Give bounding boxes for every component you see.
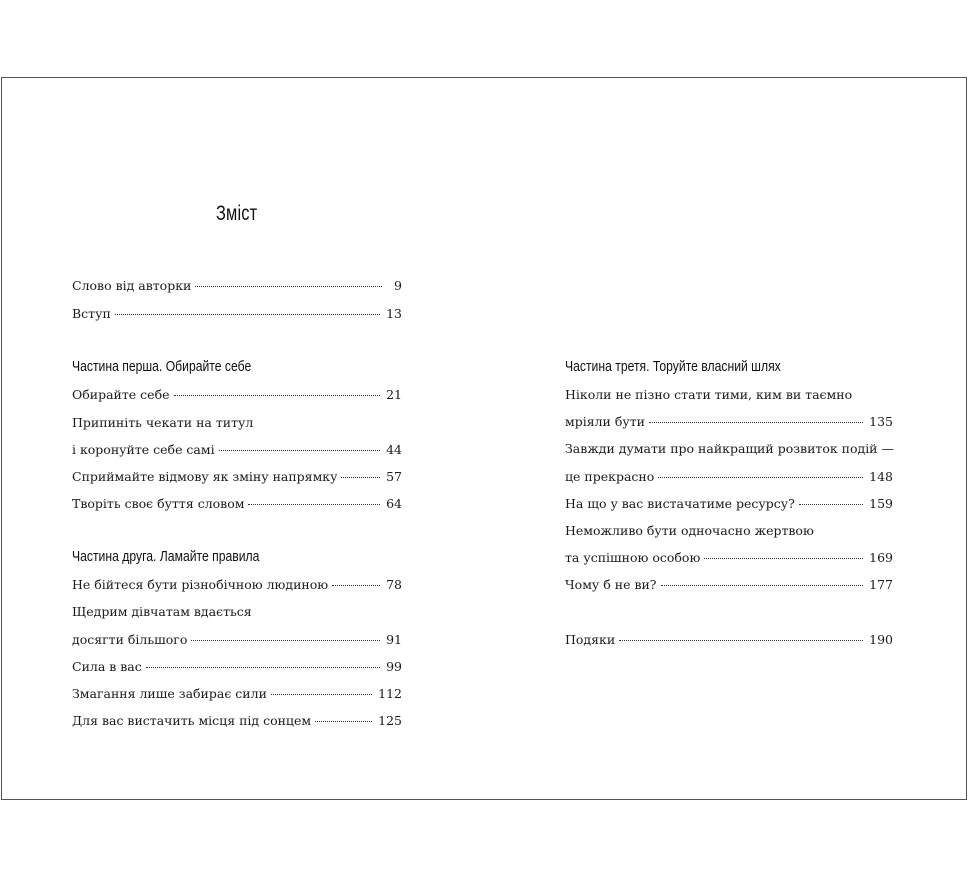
toc-entry[interactable] <box>72 469 402 489</box>
toc-entry-page: 21 <box>386 387 402 402</box>
toc-entry-title: Обирайте себе <box>72 387 170 402</box>
toc-entry[interactable] <box>72 713 402 733</box>
dot-leader <box>341 476 380 478</box>
dot-leader <box>661 584 864 586</box>
dot-leader <box>271 693 372 695</box>
toc-entry-page: 99 <box>386 659 402 674</box>
toc-entry-title-line1[interactable]: Щедрим дівчатам вдається <box>72 604 252 619</box>
toc-entry-page: 44 <box>386 442 402 457</box>
toc-entry-thanks[interactable] <box>565 632 893 652</box>
toc-entry-title: мріяли бути <box>565 414 645 429</box>
toc-entry-page: 125 <box>378 713 402 728</box>
toc-entry[interactable] <box>72 632 402 652</box>
toc-entry[interactable] <box>565 469 893 489</box>
dot-leader <box>195 285 382 287</box>
toc-entry-title: Не бійтеся бути різнобічною людиною <box>72 577 329 592</box>
toc-entry-title: Творіть своє буття словом <box>72 496 245 511</box>
toc-entry-page: 159 <box>869 496 893 511</box>
toc-entry-title: це прекрасно <box>565 469 655 484</box>
dot-leader <box>146 666 380 668</box>
toc-entry-page: 91 <box>386 632 402 647</box>
dot-leader <box>799 503 863 505</box>
dot-leader <box>115 313 380 315</box>
toc-entry-title-line1[interactable]: Ніколи не пізно стати тими, ким ви таємно <box>565 387 853 402</box>
toc-entry-title: Подяки <box>565 632 616 647</box>
dot-leader <box>219 449 380 451</box>
toc-entry-title-line1[interactable]: Припиніть чекати на титул <box>72 415 254 430</box>
dot-leader <box>332 584 380 586</box>
dot-leader <box>658 476 863 478</box>
toc-entry-title: Сила в вас <box>72 659 142 674</box>
toc-entry-title: та успішною особою <box>565 550 701 565</box>
toc-entry-page: 177 <box>869 577 893 592</box>
toc-entry-page: 190 <box>869 632 893 647</box>
toc-entry-title: Вступ <box>72 306 111 321</box>
dot-leader <box>619 639 863 641</box>
toc-entry-title-line1[interactable]: Завжди думати про найкращий розвиток подій — <box>565 441 894 456</box>
toc-entry-title: На що у вас вистачатиме ресурсу? <box>565 496 795 511</box>
toc-entry-page: 148 <box>869 469 893 484</box>
toc-entry-page: 64 <box>386 496 402 511</box>
toc-entry-title: Слово від авторки <box>72 278 192 293</box>
part-heading: Частина третя. Торуйте власний шлях <box>565 359 781 375</box>
toc-entry[interactable] <box>72 496 402 516</box>
toc-entry[interactable] <box>565 577 893 597</box>
toc-entry[interactable] <box>72 577 402 597</box>
toc-entry-page: 57 <box>386 469 402 484</box>
toc-entry[interactable] <box>72 686 402 706</box>
toc-entry[interactable] <box>565 414 893 434</box>
toc-entry-page: 13 <box>386 306 402 321</box>
toc-entry[interactable] <box>72 442 402 462</box>
toc-entry-title: і коронуйте себе самі <box>72 442 215 457</box>
toc-entry[interactable] <box>72 387 402 407</box>
toc-entry-page: 135 <box>869 414 893 429</box>
toc-entry[interactable] <box>72 306 402 326</box>
toc-entry[interactable] <box>72 278 402 298</box>
part-heading: Частина друга. Ламайте правила <box>72 549 260 565</box>
toc-entry-title-line1[interactable]: Неможливо бути одночасно жертвою <box>565 523 814 538</box>
page-title: Зміст <box>216 202 258 225</box>
toc-entry-page: 112 <box>378 686 402 701</box>
dot-leader <box>191 639 380 641</box>
toc-entry[interactable] <box>72 659 402 679</box>
toc-entry-title: Сприймайте відмову як зміну напрямку <box>72 469 338 484</box>
toc-entry[interactable] <box>565 496 893 516</box>
toc-entry-title: досягти більшого <box>72 632 188 647</box>
dot-leader <box>704 557 863 559</box>
part-heading: Частина перша. Обирайте себе <box>72 359 252 375</box>
toc-entry-page: 78 <box>386 577 402 592</box>
toc-entry-title: Чому б не ви? <box>565 577 657 592</box>
dot-leader <box>315 720 372 722</box>
toc-entry-title: Для вас вистачить місця під сонцем <box>72 713 312 728</box>
dot-leader <box>649 421 863 423</box>
toc-entry-page: 9 <box>394 278 402 293</box>
dot-leader <box>174 394 381 396</box>
toc-entry-title: Змагання лише забирає сили <box>72 686 267 701</box>
toc-entry-page: 169 <box>869 550 893 565</box>
toc-entry[interactable] <box>565 550 893 570</box>
dot-leader <box>248 503 380 505</box>
